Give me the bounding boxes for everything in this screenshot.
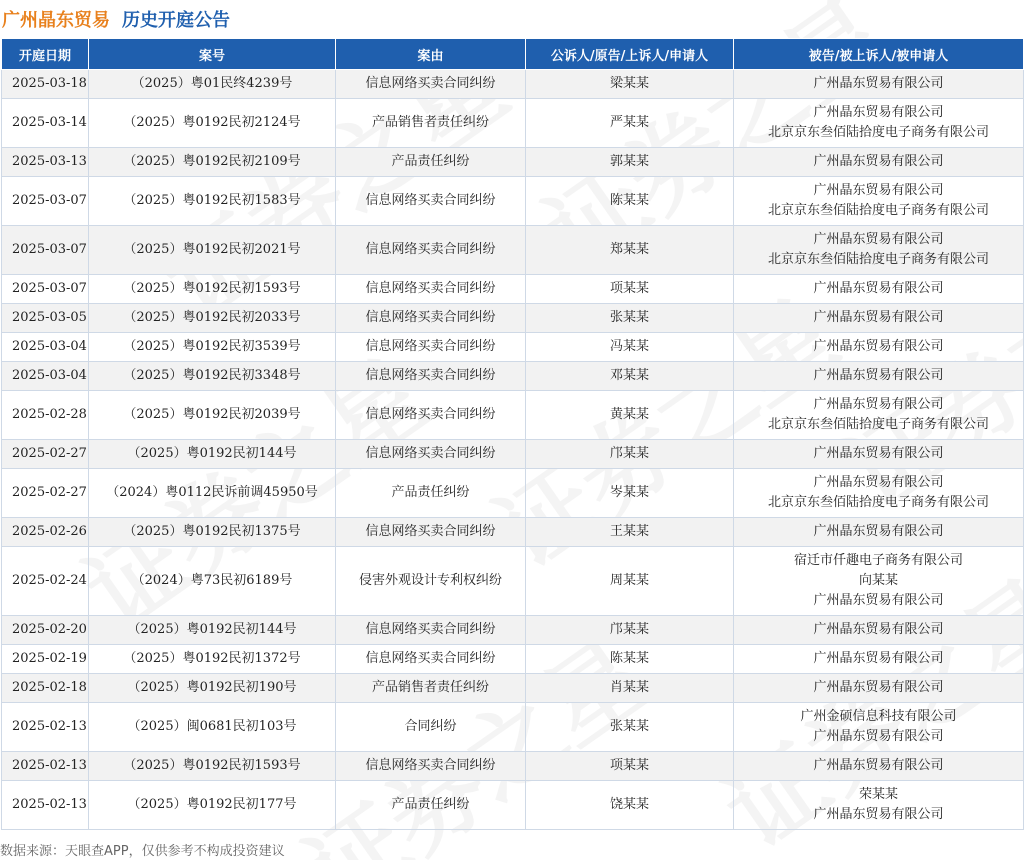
cell-defendants (734, 547, 1024, 616)
cell-defendants (734, 645, 1024, 674)
table-row (2, 226, 1024, 275)
cell-date: 2025-03-07 (2, 275, 89, 304)
column-header-plaintiff: 公诉人/原告/上诉人/申请人 (526, 39, 734, 70)
cell-case-no: （2025）粤0192民初177号 (89, 781, 336, 830)
cell-cause: 产品责任纠纷 (336, 148, 526, 177)
cell-cause: 信息网络买卖合同纠纷 (336, 275, 526, 304)
defendant-name: 宿迁市仟趣电子商务有限公司 (793, 553, 963, 568)
defendant-name: 广州晶东贸易有限公司 (813, 622, 944, 637)
defendant-name: 广州晶东贸易有限公司 (813, 524, 944, 539)
table-row (2, 752, 1024, 781)
cell-case-no: （2025）粤01民终4239号 (89, 70, 336, 99)
defendant-name: 北京京东叁佰陆拾度电子商务有限公司 (767, 203, 989, 218)
cell-case-no: （2025）粤0192民初1375号 (89, 518, 336, 547)
defendant-name: 广州晶东贸易有限公司 (813, 729, 944, 744)
cell-cause: 侵害外观设计专利权纠纷 (336, 547, 526, 616)
defendant-name: 北京京东叁佰陆拾度电子商务有限公司 (767, 252, 989, 267)
defendant-name: 广州晶东贸易有限公司 (813, 183, 944, 198)
cell-date: 2025-02-24 (2, 547, 89, 616)
cell-case-no: （2025）粤0192民初190号 (89, 674, 336, 703)
cell-plaintiff: 肖某某 (526, 674, 734, 703)
cell-case-no: （2024）粤73民初6189号 (89, 547, 336, 616)
column-header-date: 开庭日期 (2, 39, 89, 70)
table-row (2, 518, 1024, 547)
cell-case-no: （2025）粤0192民初2124号 (89, 99, 336, 148)
table-row (2, 440, 1024, 469)
cell-date: 2025-02-28 (2, 391, 89, 440)
cell-date: 2025-02-26 (2, 518, 89, 547)
cell-plaintiff: 项某某 (526, 752, 734, 781)
cell-case-no: （2025）粤0192民初2021号 (89, 226, 336, 275)
cell-defendants (734, 304, 1024, 333)
table-row (2, 177, 1024, 226)
cell-plaintiff: 王某某 (526, 518, 734, 547)
table-row (2, 674, 1024, 703)
cell-case-no: （2025）粤0192民初2109号 (89, 148, 336, 177)
cell-cause: 产品销售者责任纠纷 (336, 99, 526, 148)
defendant-name: 广州晶东贸易有限公司 (813, 76, 944, 91)
cell-defendants (734, 752, 1024, 781)
table-row (2, 362, 1024, 391)
table-row (2, 547, 1024, 616)
cell-case-no: （2024）粤0112民诉前调45950号 (89, 469, 336, 518)
cell-defendants (734, 469, 1024, 518)
defendant-name: 广州晶东贸易有限公司 (813, 368, 944, 383)
table-row (2, 781, 1024, 830)
cell-cause: 产品销售者责任纠纷 (336, 674, 526, 703)
cell-cause: 信息网络买卖合同纠纷 (336, 752, 526, 781)
cell-defendants (734, 781, 1024, 830)
defendant-name: 广州晶东贸易有限公司 (813, 807, 944, 822)
table-row (2, 703, 1024, 752)
cell-defendants (734, 518, 1024, 547)
cell-date: 2025-03-18 (2, 70, 89, 99)
cell-plaintiff: 项某某 (526, 275, 734, 304)
cell-case-no: （2025）粤0192民初1593号 (89, 752, 336, 781)
cell-case-no: （2025）粤0192民初3348号 (89, 362, 336, 391)
cell-plaintiff: 张某某 (526, 703, 734, 752)
cell-cause: 信息网络买卖合同纠纷 (336, 440, 526, 469)
cell-plaintiff: 陈某某 (526, 177, 734, 226)
cell-case-no: （2025）粤0192民初1372号 (89, 645, 336, 674)
defendant-name: 广州晶东贸易有限公司 (813, 339, 944, 354)
table-row (2, 99, 1024, 148)
column-header-cause: 案由 (336, 39, 526, 70)
defendant-name: 广州晶东贸易有限公司 (813, 310, 944, 325)
defendant-name: 广州晶东贸易有限公司 (813, 651, 944, 666)
table-row (2, 645, 1024, 674)
cell-plaintiff: 郑某某 (526, 226, 734, 275)
cell-date: 2025-03-07 (2, 226, 89, 275)
cell-case-no: （2025）闽0681民初103号 (89, 703, 336, 752)
table-row (2, 391, 1024, 440)
defendant-name: 广州晶东贸易有限公司 (813, 593, 944, 608)
defendant-name: 广州晶东贸易有限公司 (813, 232, 944, 247)
cell-defendants (734, 333, 1024, 362)
cell-defendants (734, 177, 1024, 226)
defendant-name: 向某某 (858, 573, 898, 588)
cell-case-no: （2025）粤0192民初3539号 (89, 333, 336, 362)
cell-defendants (734, 275, 1024, 304)
cell-plaintiff: 冯某某 (526, 333, 734, 362)
cell-cause: 产品责任纠纷 (336, 781, 526, 830)
cell-defendants (734, 616, 1024, 645)
table-header-row (2, 39, 1024, 70)
cell-defendants (734, 226, 1024, 275)
column-header-case-no: 案号 (89, 39, 336, 70)
cell-date: 2025-03-07 (2, 177, 89, 226)
cell-plaintiff: 黄某某 (526, 391, 734, 440)
title-suffix: 历史开庭公告 (122, 10, 230, 31)
cell-plaintiff: 张某某 (526, 304, 734, 333)
cell-date: 2025-02-20 (2, 616, 89, 645)
cell-defendants (734, 362, 1024, 391)
cell-date: 2025-03-04 (2, 333, 89, 362)
cell-plaintiff: 梁某某 (526, 70, 734, 99)
table-row (2, 148, 1024, 177)
cell-date: 2025-02-13 (2, 781, 89, 830)
cell-date: 2025-02-19 (2, 645, 89, 674)
defendant-name: 广州晶东贸易有限公司 (813, 758, 944, 773)
cell-date: 2025-02-27 (2, 469, 89, 518)
table-body (2, 70, 1024, 830)
cell-date: 2025-03-14 (2, 99, 89, 148)
table-row (2, 70, 1024, 99)
defendant-name: 广州晶东贸易有限公司 (813, 281, 944, 296)
cell-cause: 信息网络买卖合同纠纷 (336, 226, 526, 275)
cell-plaintiff: 邓某某 (526, 362, 734, 391)
cell-case-no: （2025）粤0192民初1593号 (89, 275, 336, 304)
cell-cause: 信息网络买卖合同纠纷 (336, 645, 526, 674)
cell-date: 2025-02-13 (2, 752, 89, 781)
cell-case-no: （2025）粤0192民初2033号 (89, 304, 336, 333)
cell-cause: 信息网络买卖合同纠纷 (336, 362, 526, 391)
source-note: 数据来源：天眼查APP，仅供参考不构成投资建议 (0, 844, 285, 859)
defendant-name: 广州晶东贸易有限公司 (813, 446, 944, 461)
cell-case-no: （2025）粤0192民初1583号 (89, 177, 336, 226)
cell-cause: 信息网络买卖合同纠纷 (336, 70, 526, 99)
cell-cause: 产品责任纠纷 (336, 469, 526, 518)
cell-case-no: （2025）粤0192民初144号 (89, 440, 336, 469)
defendant-name: 广州晶东贸易有限公司 (813, 680, 944, 695)
cell-defendants (734, 148, 1024, 177)
cell-date: 2025-02-27 (2, 440, 89, 469)
defendant-name: 北京京东叁佰陆拾度电子商务有限公司 (767, 495, 989, 510)
cell-plaintiff: 岑某某 (526, 469, 734, 518)
defendant-name: 广州晶东贸易有限公司 (813, 475, 944, 490)
cell-cause: 信息网络买卖合同纠纷 (336, 304, 526, 333)
cell-plaintiff: 陈某某 (526, 645, 734, 674)
column-header-defendant: 被告/被上诉人/被申请人 (734, 39, 1024, 70)
cell-date: 2025-03-13 (2, 148, 89, 177)
defendant-name: 广州晶东贸易有限公司 (813, 105, 944, 120)
cell-plaintiff: 饶某某 (526, 781, 734, 830)
cell-date: 2025-03-04 (2, 362, 89, 391)
hearing-table (1, 38, 1024, 830)
cell-cause: 信息网络买卖合同纠纷 (336, 177, 526, 226)
title-company: 广州晶东贸易 (2, 10, 110, 31)
cell-plaintiff: 严某某 (526, 99, 734, 148)
defendant-name: 广州晶东贸易有限公司 (813, 154, 944, 169)
cell-cause: 信息网络买卖合同纠纷 (336, 333, 526, 362)
defendant-name: 广州金硕信息科技有限公司 (800, 709, 957, 724)
cell-defendants (734, 703, 1024, 752)
cell-cause: 信息网络买卖合同纠纷 (336, 616, 526, 645)
cell-defendants (734, 70, 1024, 99)
cell-defendants (734, 440, 1024, 469)
cell-defendants (734, 391, 1024, 440)
cell-defendants (734, 674, 1024, 703)
defendant-name: 北京京东叁佰陆拾度电子商务有限公司 (767, 417, 989, 432)
table-row (2, 616, 1024, 645)
cell-date: 2025-02-13 (2, 703, 89, 752)
table-row (2, 333, 1024, 362)
cell-plaintiff: 邝某某 (526, 440, 734, 469)
page-title (0, 0, 1024, 38)
cell-date: 2025-02-18 (2, 674, 89, 703)
table-row (2, 469, 1024, 518)
cell-plaintiff: 郭某某 (526, 148, 734, 177)
cell-plaintiff: 周某某 (526, 547, 734, 616)
cell-case-no: （2025）粤0192民初2039号 (89, 391, 336, 440)
defendant-name: 北京京东叁佰陆拾度电子商务有限公司 (767, 125, 989, 140)
cell-plaintiff: 邝某某 (526, 616, 734, 645)
cell-case-no: （2025）粤0192民初144号 (89, 616, 336, 645)
cell-date: 2025-03-05 (2, 304, 89, 333)
defendant-name: 荣某某 (858, 787, 898, 802)
table-row (2, 275, 1024, 304)
cell-defendants (734, 99, 1024, 148)
table-row (2, 304, 1024, 333)
cell-cause: 合同纠纷 (336, 703, 526, 752)
cell-cause: 信息网络买卖合同纠纷 (336, 391, 526, 440)
defendant-name: 广州晶东贸易有限公司 (813, 397, 944, 412)
cell-cause: 信息网络买卖合同纠纷 (336, 518, 526, 547)
